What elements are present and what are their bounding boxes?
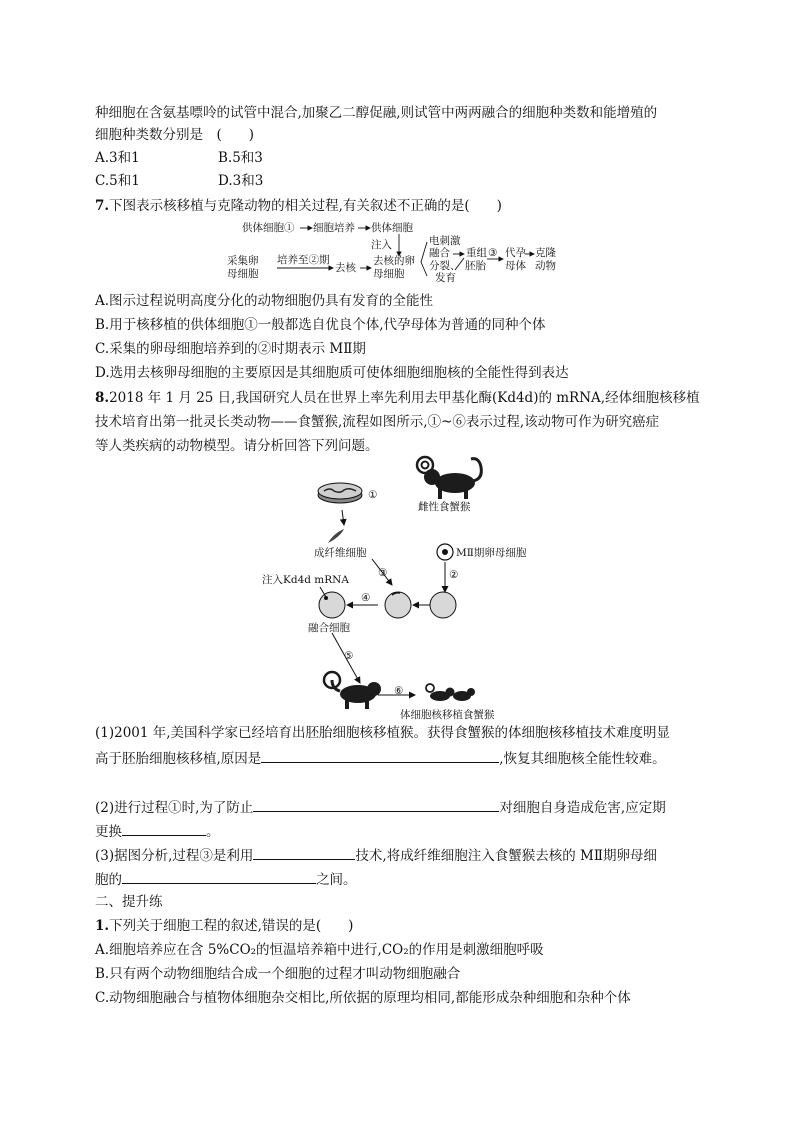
q8-sub2-line2	[95, 821, 220, 841]
fused-cell	[319, 587, 345, 618]
q8-number: 8.	[95, 390, 110, 406]
q8-diagram-graphics	[250, 455, 510, 720]
diagram-fibroblast: 成纤维细胞	[314, 547, 367, 559]
s2-q1-stem-text: 下列关于细胞工程的叙述,错误的是( )	[109, 918, 354, 934]
q8-sub1-line1: (1)2001 年,美国科学家已经培育出胚胎细胞核移植猴。获得食蟹猴的体细胞核移植技术难度明显	[95, 725, 671, 741]
flow-division: 分裂、	[429, 260, 461, 272]
answer-blank-1[interactable]	[261, 748, 499, 763]
q7-number: 7.	[95, 198, 110, 214]
s2-q1-option-b: B.只有两个动物细胞结合成一个细胞的过程才叫动物细胞融合	[95, 966, 461, 982]
q7-option-d: D.选用去核卵母细胞的主要原因是其细胞质可使体细胞细胞核的全能性得到表达	[95, 365, 569, 381]
flow-donor-cell-2: 供体细胞	[371, 222, 413, 234]
q6-stem-line2: 细胞种类数分别是 ( )	[95, 127, 255, 143]
q7-option-c: C.采集的卵母细胞培养到的②时期表示 MⅡ期	[95, 341, 366, 357]
flow-culture-to-stage: 培养至②期	[277, 254, 330, 266]
diagram-step-4: ④	[361, 592, 371, 604]
flow-cell-culture: 细胞培养	[313, 222, 355, 234]
q8-sub1-suffix: ,恢复其细胞核全能性较难。	[499, 751, 666, 767]
q7-stem-text: 下图表示核移植与克隆动物的相关过程,有关叙述不正确的是( )	[109, 198, 502, 214]
fibroblast-icon	[328, 529, 344, 543]
flow-surrogate-1: 代孕	[505, 247, 526, 259]
q7-option-a: A.图示过程说明高度分化的动物细胞仍具有发育的全能性	[95, 293, 434, 309]
diagram-step-2: ②	[449, 569, 459, 581]
flow-electric-stim: 电刺激	[429, 235, 461, 247]
flow-step-3: ③	[488, 247, 498, 259]
diagram-inject-label: 注入Kd4d mRNA	[262, 574, 349, 586]
diagram-female-monkey: 雌性食蟹猴	[418, 501, 471, 513]
section-2-title: 二、提升练	[95, 894, 163, 910]
flow-enucleated-egg-1: 去核的卵	[373, 255, 415, 267]
s2-q1-stem	[95, 917, 353, 935]
q6-option-c: C.5和1	[95, 173, 140, 189]
monkey-surrogate-icon	[324, 672, 381, 709]
q6-option-d: D.3和3	[218, 173, 264, 189]
diagram-result-monkey: 体细胞核移植食蟹猴	[400, 709, 495, 721]
s2-q1-option-a: A.细胞培养应在含 5%CO₂的恒温培养箱中进行,CO₂的作用是刺激细胞呼吸	[95, 942, 544, 958]
flow-development: 发育	[435, 272, 456, 284]
flow-surrogate-2: 母体	[505, 260, 526, 272]
monkey-cloned-icon	[426, 684, 475, 701]
flow-recombined-2: 胚胎	[465, 260, 486, 272]
diagram-step-3: ③	[378, 567, 388, 579]
cell-enucleated	[430, 592, 456, 618]
q7-flow-diagram	[225, 218, 565, 282]
flow-inject-label: 注入	[371, 239, 392, 251]
answer-blank-5[interactable]	[122, 869, 316, 884]
q6-option-a: A.3和1	[95, 150, 140, 166]
q8-stem-line2: 技术培育出第一批灵长类动物——食蟹猴,流程如图所示,①~⑥表示过程,该动物可作为研究癌症	[95, 414, 660, 430]
flow-clone-2: 动物	[535, 260, 556, 272]
s2-q1-option-c: C.动物细胞融合与植物体细胞杂交相比,所依据的原理均相同,都能形成杂种细胞和杂种个体	[95, 990, 631, 1006]
q6-stem-line1: 种细胞在含氨基嘌呤的试管中混合,加聚乙二醇促融,则试管中两两融合的细胞种类数和能增殖的	[95, 105, 658, 121]
q8-sub1-line2	[95, 748, 666, 768]
q8-diagram	[250, 455, 527, 721]
diagram-step-5: ⑤	[344, 650, 354, 662]
flow-recombined-1: 重组	[466, 247, 487, 259]
flow-enucleated-egg-2: 母细胞	[373, 268, 405, 280]
q8-sub2-prefix-2: 更换	[95, 824, 122, 840]
s2-q1-number: 1.	[95, 918, 110, 934]
q8-sub2-suffix: 对细胞自身造成危害,应定期	[499, 800, 666, 816]
q8-sub3-line1	[95, 845, 657, 865]
q8-sub1-prefix: 高于胚胎细胞核移植,原因是	[95, 751, 262, 767]
q6-option-b: B.5和3	[218, 150, 263, 166]
q7-stem	[95, 197, 502, 215]
q8-sub2-suffix-2: 。	[206, 824, 220, 840]
diagram-step-1: ①	[368, 489, 378, 501]
flow-enucleate: 去核	[335, 262, 356, 274]
q8-stem-line3: 等人类疾病的动物模型。请分析回答下列问题。	[95, 438, 379, 454]
q8-sub3-prefix: (3)据图分析,过程③是利用	[95, 848, 254, 864]
q8-sub2-line1	[95, 797, 666, 817]
q8-stem-text-1: 2018 年 1 月 25 日,我国研究人员在世界上率先利用去甲基化酶(Kd4d)的 mRNA,经体细胞核移植	[109, 390, 700, 406]
flow-donor-cell: 供体细胞①	[242, 222, 295, 234]
answer-blank-2[interactable]	[253, 797, 499, 812]
answer-blank-3[interactable]	[122, 821, 206, 836]
q7-option-b: B.用于核移植的供体细胞①一般都选自优良个体,代孕母体为普通的同种个体	[95, 317, 546, 333]
diagram-fused-cell: 融合细胞	[308, 622, 350, 634]
monkey-female-icon	[417, 457, 481, 499]
diagram-step-6: ⑥	[394, 685, 404, 697]
cell-with-fibroblast	[385, 592, 411, 618]
flow-collect-label: 采集卵	[227, 255, 259, 267]
q8-stem-line1	[95, 389, 700, 407]
flow-oocyte-label: 母细胞	[227, 268, 259, 280]
q8-sub3-prefix-2: 胞的	[95, 872, 122, 888]
q8-sub3-suffix-2: 之间。	[316, 872, 357, 888]
q8-sub3-suffix: 技术,将成纤维细胞注入食蟹猴去核的 MⅡ期卵母细	[355, 848, 658, 864]
answer-blank-4[interactable]	[253, 845, 355, 860]
q8-sub2-prefix: (2)进行过程①时,为了防止	[95, 800, 254, 816]
petri-dish-icon	[318, 483, 362, 503]
flow-fusion: 融合	[429, 247, 450, 259]
diagram-mii-oocyte: MⅡ期卵母细胞	[456, 547, 527, 559]
q8-sub3-line2	[95, 869, 357, 889]
flow-clone-1: 克隆	[535, 247, 556, 259]
flow-arrows	[225, 218, 565, 282]
